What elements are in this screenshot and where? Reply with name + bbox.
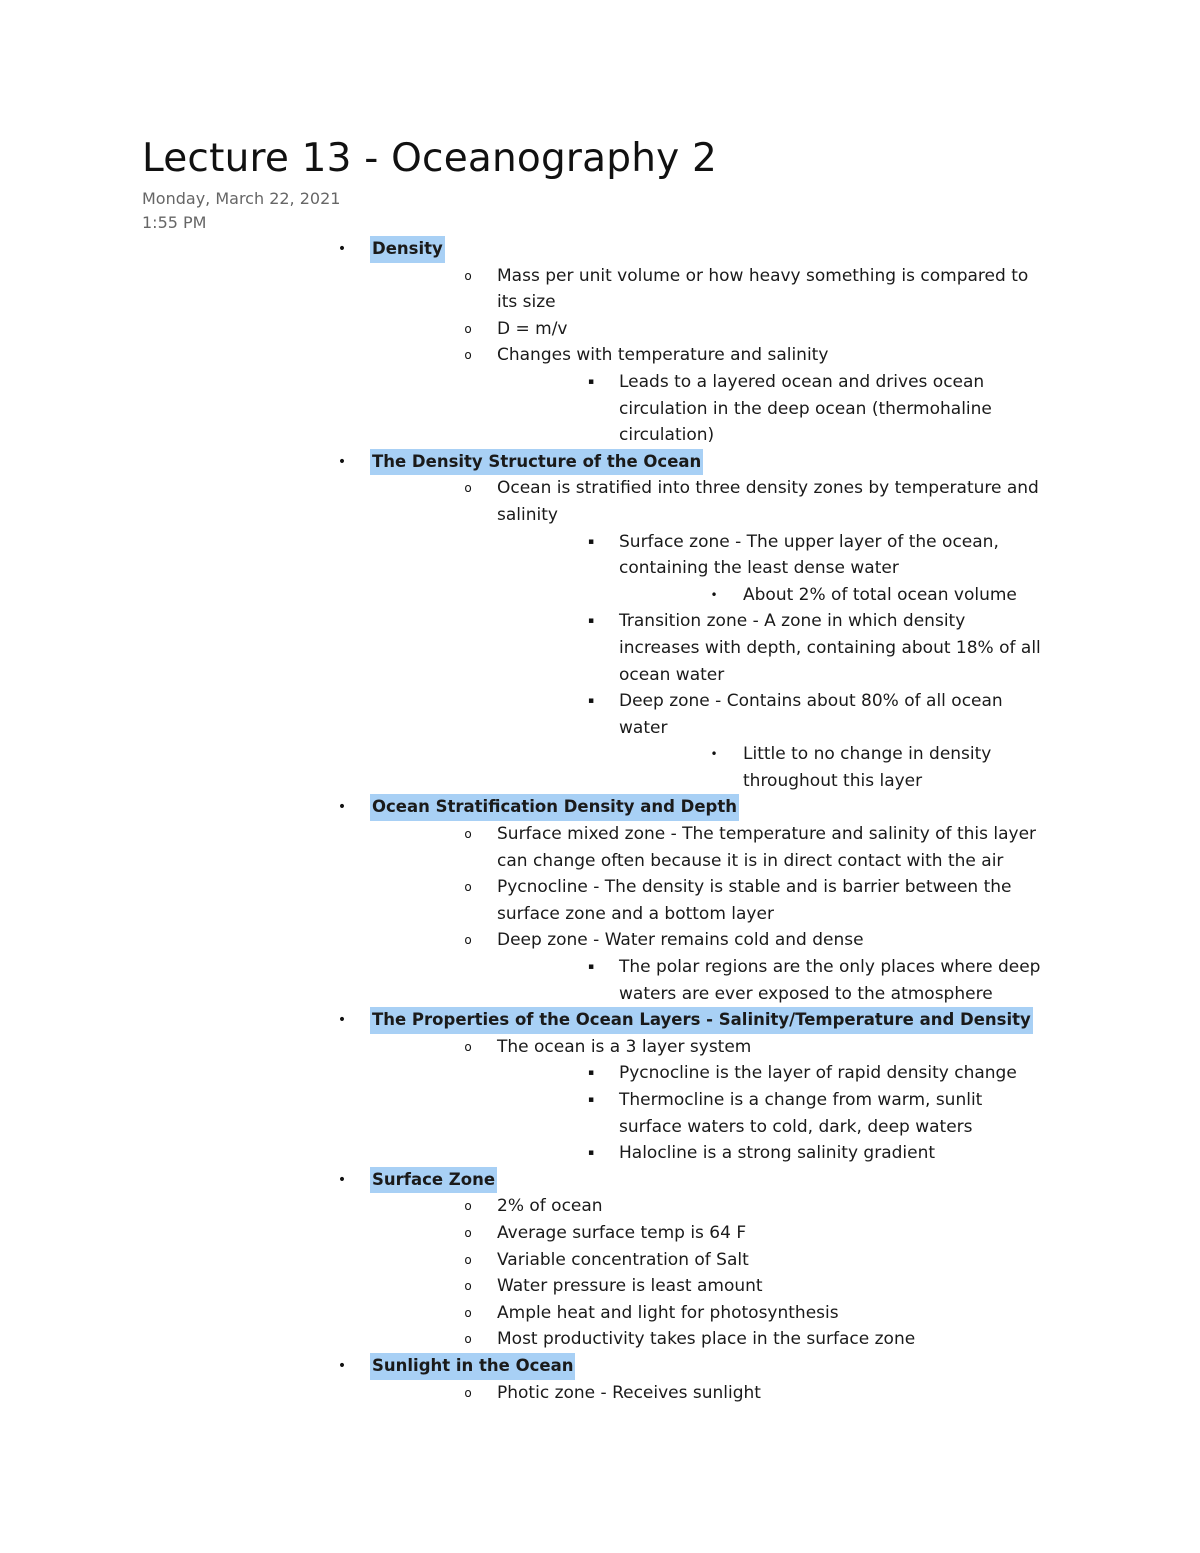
outline-text: Transition zone - A zone in which density [619,611,966,632]
outline-text: Pycnocline is the layer of rapid density change [619,1063,1017,1084]
bullet-level1-icon: o [464,1332,472,1347]
outline-text: The ocean is a 3 layer system [497,1036,752,1057]
outline-line [0,1247,1200,1274]
bullet-level1-icon: o [464,1385,472,1400]
section-heading-line [0,1167,1200,1194]
outline-text: The polar regions are the only places where deep [619,957,1041,978]
outline-text: Changes with temperature and salinity [497,345,829,366]
bullet-level1-icon: o [464,1279,472,1294]
outline-line [0,582,1200,609]
outline-line [0,1300,1200,1327]
bullet-level1-icon: o [464,321,472,336]
outline-line [0,1114,1200,1141]
outline-text: Ocean is stratified into three density zones by temperature and [497,478,1039,499]
outline-text: containing the least dense water [619,558,899,579]
bullet-level2-icon: ▪ [587,616,595,627]
outline-line [0,502,1200,529]
outline-text: throughout this layer [743,770,923,791]
outline-line [0,396,1200,423]
bullet-level1-icon: o [464,1225,472,1240]
bullet-level1-icon: o [464,827,472,842]
outline-text: Photic zone - Receives sunlight [497,1382,761,1403]
outline-text: Thermocline is a change from warm, sunlit [619,1090,983,1110]
outline-line [0,874,1200,901]
outline-line [0,635,1200,662]
outline-text: About 2% of total ocean volume [743,584,1017,605]
bullet-level2-icon: ▪ [587,962,595,973]
outline-notes [0,236,1200,1406]
outline-line [0,901,1200,928]
outline-text: water [619,717,668,738]
outline-line [0,422,1200,449]
bullet-level1-icon: o [464,1199,472,1214]
outline-line [0,1060,1200,1087]
outline-text: surface zone and a bottom layer [497,903,774,924]
outline-text: can change often because it is in direct contact with the air [497,850,1004,871]
outline-line [0,1193,1200,1220]
bullet-level1-icon: o [464,1252,472,1267]
bullet-level2-icon: ▪ [587,1148,595,1159]
outline-text: Leads to a layered ocean and drives ocean [619,371,985,392]
bullet-level1-icon: o [464,1039,472,1054]
outline-line [0,1220,1200,1247]
bullet-level2-icon: ▪ [587,376,595,387]
bullet-level3-icon: • [710,587,718,602]
bullet-level0-icon: • [337,799,347,816]
outline-text: Average surface temp is 64 F [497,1222,747,1243]
outline-line [0,608,1200,635]
outline-text: Little to no change in density [743,744,992,765]
outline-text: ocean water [619,664,725,685]
outline-text: Ample heat and light for photosynthesis [497,1302,839,1323]
outline-text: increases with depth, containing about 18% of all [619,637,1041,658]
outline-line [0,821,1200,848]
outline-line [0,342,1200,369]
outline-text: salinity [497,504,558,525]
outline-line [0,688,1200,715]
section-heading: Sunlight in the Ocean [370,1353,575,1380]
outline-text: 2% of ocean [497,1196,603,1217]
section-heading: The Properties of the Ocean Layers - Salinity/Temperature and Density [370,1007,1033,1034]
bullet-level3-icon: • [710,747,718,762]
outline-line [0,662,1200,689]
note-time: 1:55 PM [142,213,207,232]
note-date: Monday, March 22, 2021 [142,189,341,208]
outline-text: circulation) [619,425,715,446]
section-heading: Surface Zone [370,1167,497,1194]
bullet-level2-icon: ▪ [587,1068,595,1079]
section-heading: The Density Structure of the Ocean [370,449,703,476]
bullet-level1-icon: o [464,933,472,948]
outline-text: Pycnocline - The density is stable and is barrier between the [497,877,1012,898]
outline-line [0,741,1200,768]
outline-line [0,369,1200,396]
outline-line [0,1273,1200,1300]
section-heading: Ocean Stratification Density and Depth [370,794,739,821]
outline-line [0,1087,1200,1114]
outline-text: surface waters to cold, dark, deep waters [619,1116,973,1137]
outline-line [0,848,1200,875]
bullet-level0-icon: • [337,1171,347,1188]
outline-line [0,1380,1200,1407]
outline-text: Water pressure is least amount [497,1276,763,1297]
bullet-level2-icon: ▪ [587,696,595,707]
section-heading-line [0,794,1200,821]
outline-text: Mass per unit volume or how heavy something is compared to [497,265,1029,286]
bullet-level1-icon: o [464,268,472,283]
bullet-level1-icon: o [464,348,472,363]
bullet-level0-icon: • [337,1012,347,1029]
section-heading-line [0,1353,1200,1380]
section-heading-line [0,1007,1200,1034]
outline-text: Most productivity takes place in the surface zone [497,1329,916,1350]
bullet-level1-icon: o [464,481,472,496]
outline-line [0,529,1200,556]
outline-text: waters are ever exposed to the atmosphere [619,983,993,1004]
outline-line [0,1140,1200,1167]
bullet-level2-icon: ▪ [587,536,595,547]
outline-line [0,316,1200,343]
outline-text: Surface mixed zone - The temperature and salinity of this layer [497,824,1037,845]
bullet-level1-icon: o [464,1305,472,1320]
outline-line [0,715,1200,742]
outline-line [0,1326,1200,1353]
bullet-level0-icon: • [337,1357,347,1374]
section-heading: Density [370,236,445,263]
bullet-level1-icon: o [464,880,472,895]
outline-text: its size [497,292,556,313]
outline-text: Surface zone - The upper layer of the ocean, [619,531,999,552]
outline-line [0,1034,1200,1061]
outline-line [0,289,1200,316]
outline-line [0,555,1200,582]
page-title: Lecture 13 - Oceanography 2 [142,136,718,181]
outline-line [0,263,1200,290]
outline-text: Deep zone - Contains about 80% of all ocean [619,691,1003,712]
outline-line [0,475,1200,502]
bullet-level0-icon: • [337,241,347,257]
outline-line [0,768,1200,795]
outline-line [0,954,1200,981]
outline-line [0,981,1200,1008]
section-heading-line [0,236,1200,263]
bullet-level2-icon: ▪ [587,1095,595,1105]
outline-text: D = m/v [497,318,568,339]
outline-text: Halocline is a strong salinity gradient [619,1143,936,1164]
bullet-level0-icon: • [337,453,347,470]
outline-text: circulation in the deep ocean (thermohaline [619,398,992,419]
outline-text: Variable concentration of Salt [497,1249,749,1270]
outline-text: Deep zone - Water remains cold and dense [497,930,864,951]
section-heading-line [0,449,1200,476]
outline-line [0,927,1200,954]
